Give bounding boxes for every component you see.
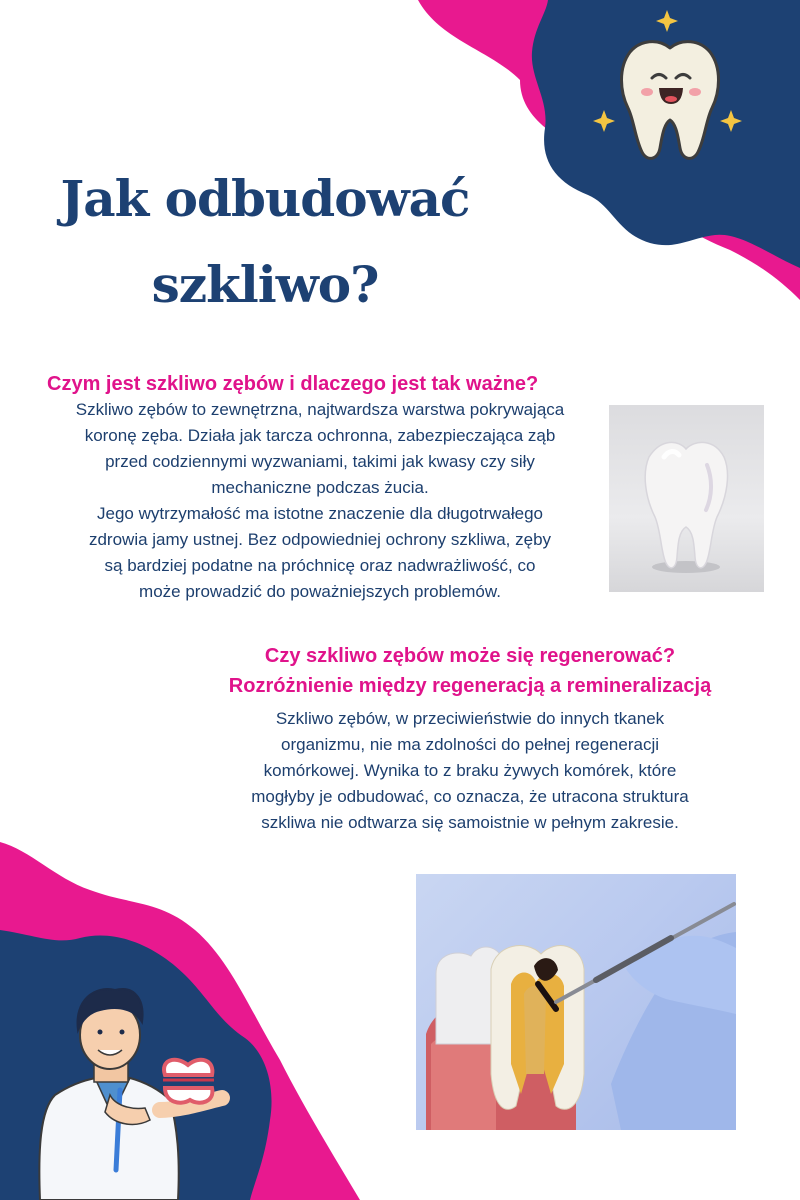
text-line: komórkowej. Wynika to z braku żywych komórek, które [263, 761, 677, 780]
text-line: Szkliwo zębów to zewnętrzna, najtwardsza warstwa pokrywająca [75, 400, 565, 419]
text-line: mogłyby je odbudować, co oznacza, że utracona struktura [251, 787, 689, 806]
section2-heading-line1: Czy szkliwo zębów może się regenerować? [264, 645, 676, 667]
text-line: szkliwa nie odtwarza się samoistnie w pełnym zakresie. [261, 813, 679, 832]
text-line: organizmu, nie ma zdolności do pełnej regeneracji [281, 735, 659, 754]
text-line: zdrowia jamy ustnej. Bez odpowiedniej ochrony szkliwa, zęby [88, 530, 552, 549]
page-title-line1: Jak odbudować [60, 169, 470, 228]
section1-heading: Czym jest szkliwo zębów i dlaczego jest tak ważne? [47, 373, 539, 395]
text-line: przed codziennymi wyzwaniami, takimi jak kwasy czy siły [105, 452, 535, 471]
text-line: może prowadzić do poważniejszych problemów. [139, 582, 501, 601]
text-line: są bardziej podatne na próchnicę oraz nadwrażliwość, co [104, 556, 536, 575]
text-line: koronę zęba. Działa jak tarcza ochronna, zabezpieczająca ząb [84, 426, 556, 445]
page-title-line2: szkliwo? [151, 255, 379, 314]
text-line: Jego wytrzymałość ma istotne znaczenie dla długotrwałego [96, 504, 543, 523]
section2-heading-line2: Rozróżnienie między regeneracją a remineralizacją [228, 675, 712, 697]
text-line: mechaniczne podczas żucia. [211, 478, 429, 497]
text-line: Szkliwo zębów, w przeciwieństwie do innych tkanek [275, 709, 665, 728]
